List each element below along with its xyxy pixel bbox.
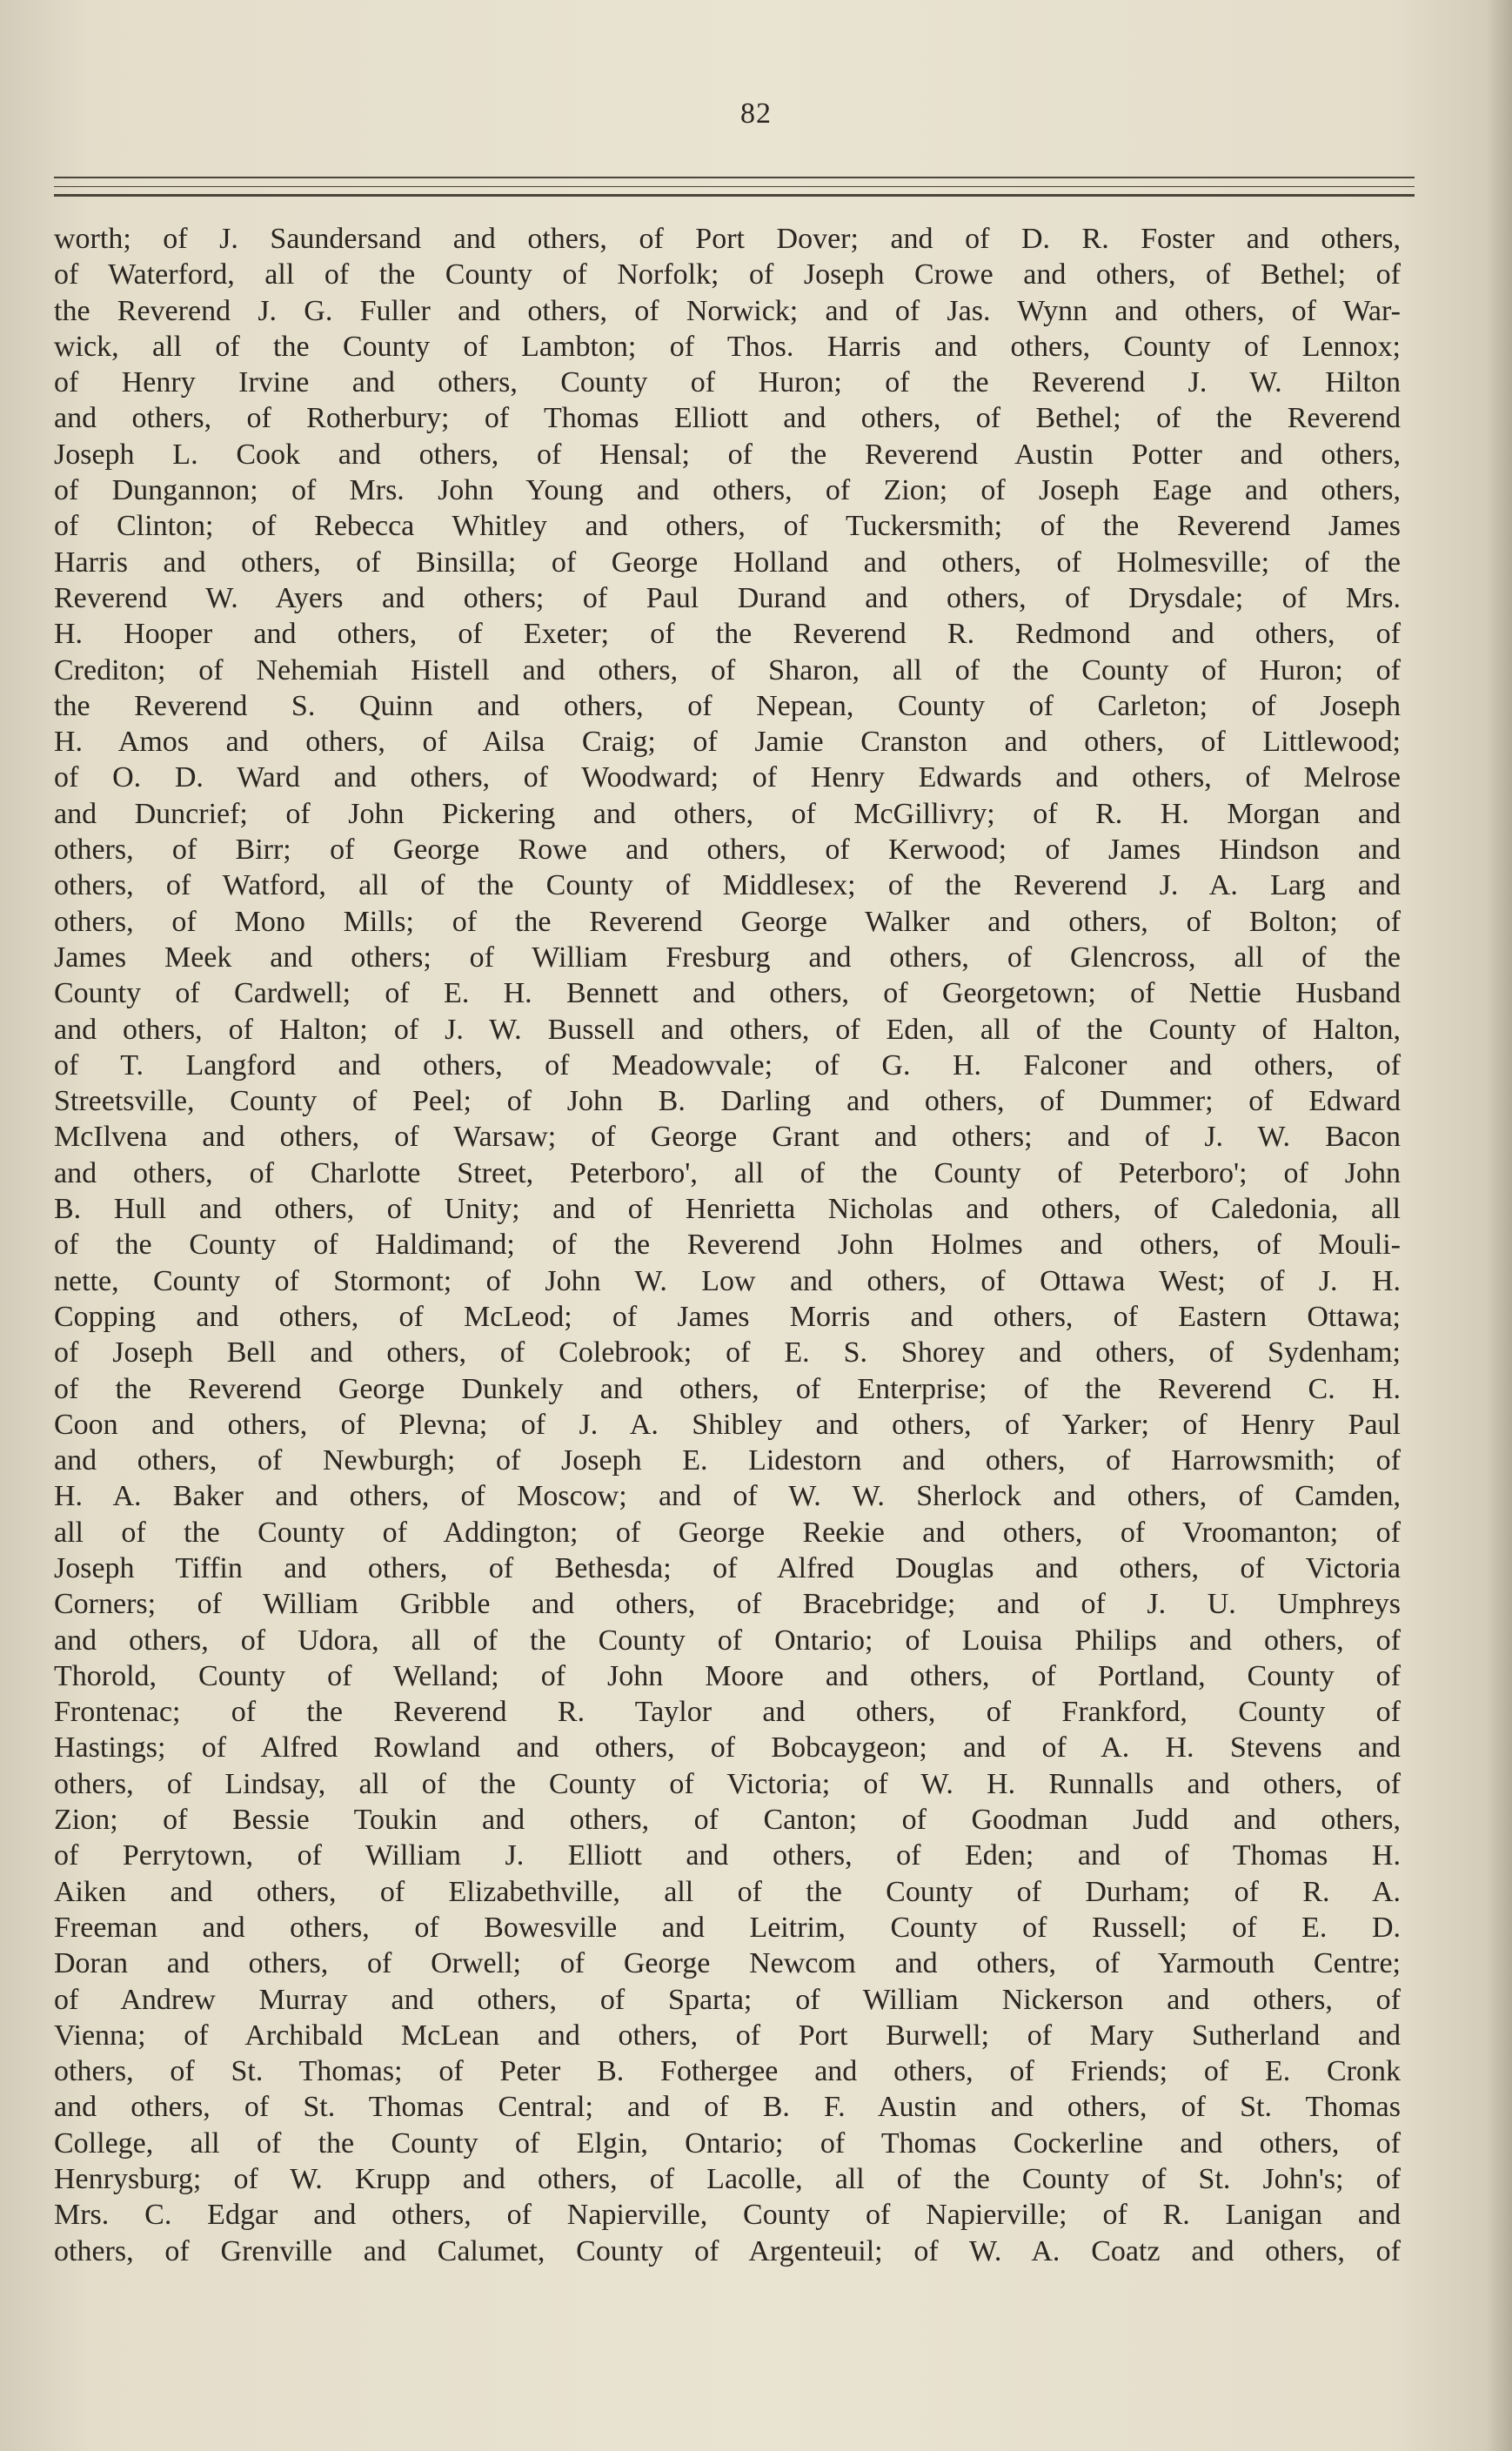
text-line: Thorold, County of Welland; of John Moore and others, of Portland, County of xyxy=(54,1659,1401,1692)
text-line: and others, of Charlotte Street, Peterboro', all of the County of Peterboro'; of John xyxy=(54,1156,1401,1189)
text-line: Corners; of William Gribble and others, of Bracebridge; and of J. U. Umphreys xyxy=(54,1588,1401,1621)
text-line: the Reverend S. Quinn and others, of Nepean, County of Carleton; of Joseph xyxy=(54,689,1401,722)
text-line: others, of Birr; of George Rowe and others, of Kerwood; of James Hindson and xyxy=(54,834,1401,867)
text-line: Zion; of Bessie Toukin and others, of Canton; of Goodman Judd and others, xyxy=(54,1804,1401,1837)
text-line: of Andrew Murray and others, of Sparta; of William Nickerson and others, of xyxy=(54,1983,1401,2016)
text-line: others, of Lindsay, all of the County of Victoria; of W. H. Runnalls and others, of xyxy=(54,1767,1401,1800)
text-line: of the County of Haldimand; of the Reverend John Holmes and others, of Mouli- xyxy=(54,1229,1401,1262)
text-line: others, of Mono Mills; of the Reverend George Walker and others, of Bolton; of xyxy=(54,905,1401,938)
text-line: Crediton; of Nehemiah Histell and others, of Sharon, all of the County of Huron; of xyxy=(54,653,1401,686)
text-line: of Clinton; of Rebecca Whitley and others, of Tuckersmith; of the Reverend James xyxy=(54,510,1401,543)
text-line: Copping and others, of McLeod; of James Morris and others, of Eastern Ottawa; xyxy=(54,1300,1401,1333)
header-rule-top xyxy=(54,177,1415,178)
header-rule-bottom xyxy=(54,194,1415,197)
text-line: Mrs. C. Edgar and others, of Napierville, County of Napierville; of R. Lanigan and xyxy=(54,2199,1401,2232)
text-line: Aiken and others, of Elizabethville, all of the County of Durham; of R. A. xyxy=(54,1875,1401,1908)
text-line: and Duncrief; of John Pickering and others, of McGillivry; of R. H. Morgan and xyxy=(54,797,1401,830)
text-line: of the Reverend George Dunkely and others, of Enterprise; of the Reverend C. H. xyxy=(54,1372,1401,1405)
text-line: of Waterford, all of the County of Norfolk; of Joseph Crowe and others, of Bethel; of xyxy=(54,258,1401,291)
text-line: nette, County of Stormont; of John W. Low and others, of Ottawa West; of J. H. xyxy=(54,1264,1401,1297)
text-line: of Joseph Bell and others, of Colebrook; of E. S. Shorey and others, of Sydenham; xyxy=(54,1336,1401,1369)
text-line: wick, all of the County of Lambton; of Thos. Harris and others, County of Lennox; xyxy=(54,330,1401,363)
text-line: the Reverend J. G. Fuller and others, of Norwick; and of Jas. Wynn and others, of War- xyxy=(54,294,1401,327)
text-line: and others, of Newburgh; of Joseph E. Lidestorn and others, of Harrowsmith; of xyxy=(54,1444,1401,1477)
header-rule-middle xyxy=(54,186,1415,187)
text-line: Joseph L. Cook and others, of Hensal; of the Reverend Austin Potter and others, xyxy=(54,438,1401,471)
body-text xyxy=(54,221,1401,2269)
text-line: H. A. Baker and others, of Moscow; and of W. W. Sherlock and others, of Camden, xyxy=(54,1480,1401,1513)
text-line: College, all of the County of Elgin, Ontario; of Thomas Cockerline and others, of xyxy=(54,2126,1401,2160)
text-line: Vienna; of Archibald McLean and others, of Port Burwell; of Mary Sutherland and xyxy=(54,2019,1401,2052)
text-line: of O. D. Ward and others, of Woodward; of Henry Edwards and others, of Melrose xyxy=(54,761,1401,794)
text-line: Henrysburg; of W. Krupp and others, of Lacolle, all of the County of St. John's; of xyxy=(54,2163,1401,2196)
text-line: worth; of J. Saundersand and others, of Port Dover; and of D. R. Foster and others, xyxy=(54,223,1401,255)
text-line: and others, of Halton; of J. W. Bussell and others, of Eden, all of the County of Halton, xyxy=(54,1013,1401,1046)
text-line: Reverend W. Ayers and others; of Paul Durand and others, of Drysdale; of Mrs. xyxy=(54,581,1401,614)
text-line: others, of St. Thomas; of Peter B. Fothergee and others, of Friends; of E. Cronk xyxy=(54,2055,1401,2088)
text-line: Hastings; of Alfred Rowland and others, of Bobcaygeon; and of A. H. Stevens and xyxy=(54,1731,1401,1765)
text-line: Harris and others, of Binsilla; of George Holland and others, of Holmesville; of the xyxy=(54,546,1401,579)
text-line: of Henry Irvine and others, County of Huron; of the Reverend J. W. Hilton xyxy=(54,366,1401,399)
page-number: 82 xyxy=(740,97,772,130)
text-line: James Meek and others; of William Fresburg and others, of Glencross, all of the xyxy=(54,941,1401,974)
text-line: County of Cardwell; of E. H. Bennett and others, of Georgetown; of Nettie Husband xyxy=(54,977,1401,1010)
text-line: and others, of Rotherbury; of Thomas Elliott and others, of Bethel; of the Reverend xyxy=(54,402,1401,435)
text-line: of T. Langford and others, of Meadowvale; of G. H. Falconer and others, of xyxy=(54,1048,1401,1082)
text-line: all of the County of Addington; of George Reekie and others, of Vroomanton; of xyxy=(54,1516,1401,1549)
text-line: others, of Grenville and Calumet, County of Argenteuil; of W. A. Coatz and others, of xyxy=(54,2234,1401,2267)
text-line: B. Hull and others, of Unity; and of Henrietta Nicholas and others, of Caledonia, all xyxy=(54,1193,1401,1226)
text-line: and others, of Udora, all of the County of Ontario; of Louisa Philips and others, of xyxy=(54,1624,1401,1657)
text-line: H. Hooper and others, of Exeter; of the Reverend R. Redmond and others, of xyxy=(54,618,1401,651)
text-line: Joseph Tiffin and others, of Bethesda; of Alfred Douglas and others, of Victoria xyxy=(54,1551,1401,1584)
text-line: Frontenac; of the Reverend R. Taylor and others, of Frankford, County of xyxy=(54,1696,1401,1729)
text-line: Coon and others, of Plevna; of J. A. Shibley and others, of Yarker; of Henry Paul xyxy=(54,1408,1401,1441)
page-edge-shadow xyxy=(1486,0,1512,2451)
text-line: Streetsville, County of Peel; of John B. Darling and others, of Dummer; of Edward xyxy=(54,1085,1401,1118)
text-line: and others, of St. Thomas Central; and of B. F. Austin and others, of St. Thomas xyxy=(54,2091,1401,2124)
text-line: others, of Watford, all of the County of Middlesex; of the Reverend J. A. Larg and xyxy=(54,869,1401,902)
text-line: Doran and others, of Orwell; of George Newcom and others, of Yarmouth Centre; xyxy=(54,1947,1401,1980)
text-line: H. Amos and others, of Ailsa Craig; of Jamie Cranston and others, of Littlewood; xyxy=(54,726,1401,759)
text-line: McIlvena and others, of Warsaw; of George Grant and others; and of J. W. Bacon xyxy=(54,1121,1401,1154)
text-line: of Dungannon; of Mrs. John Young and others, of Zion; of Joseph Eage and others, xyxy=(54,474,1401,507)
text-line: Freeman and others, of Bowesville and Leitrim, County of Russell; of E. D. xyxy=(54,1911,1401,1944)
text-line: of Perrytown, of William J. Elliott and others, of Eden; and of Thomas H. xyxy=(54,1839,1401,1872)
